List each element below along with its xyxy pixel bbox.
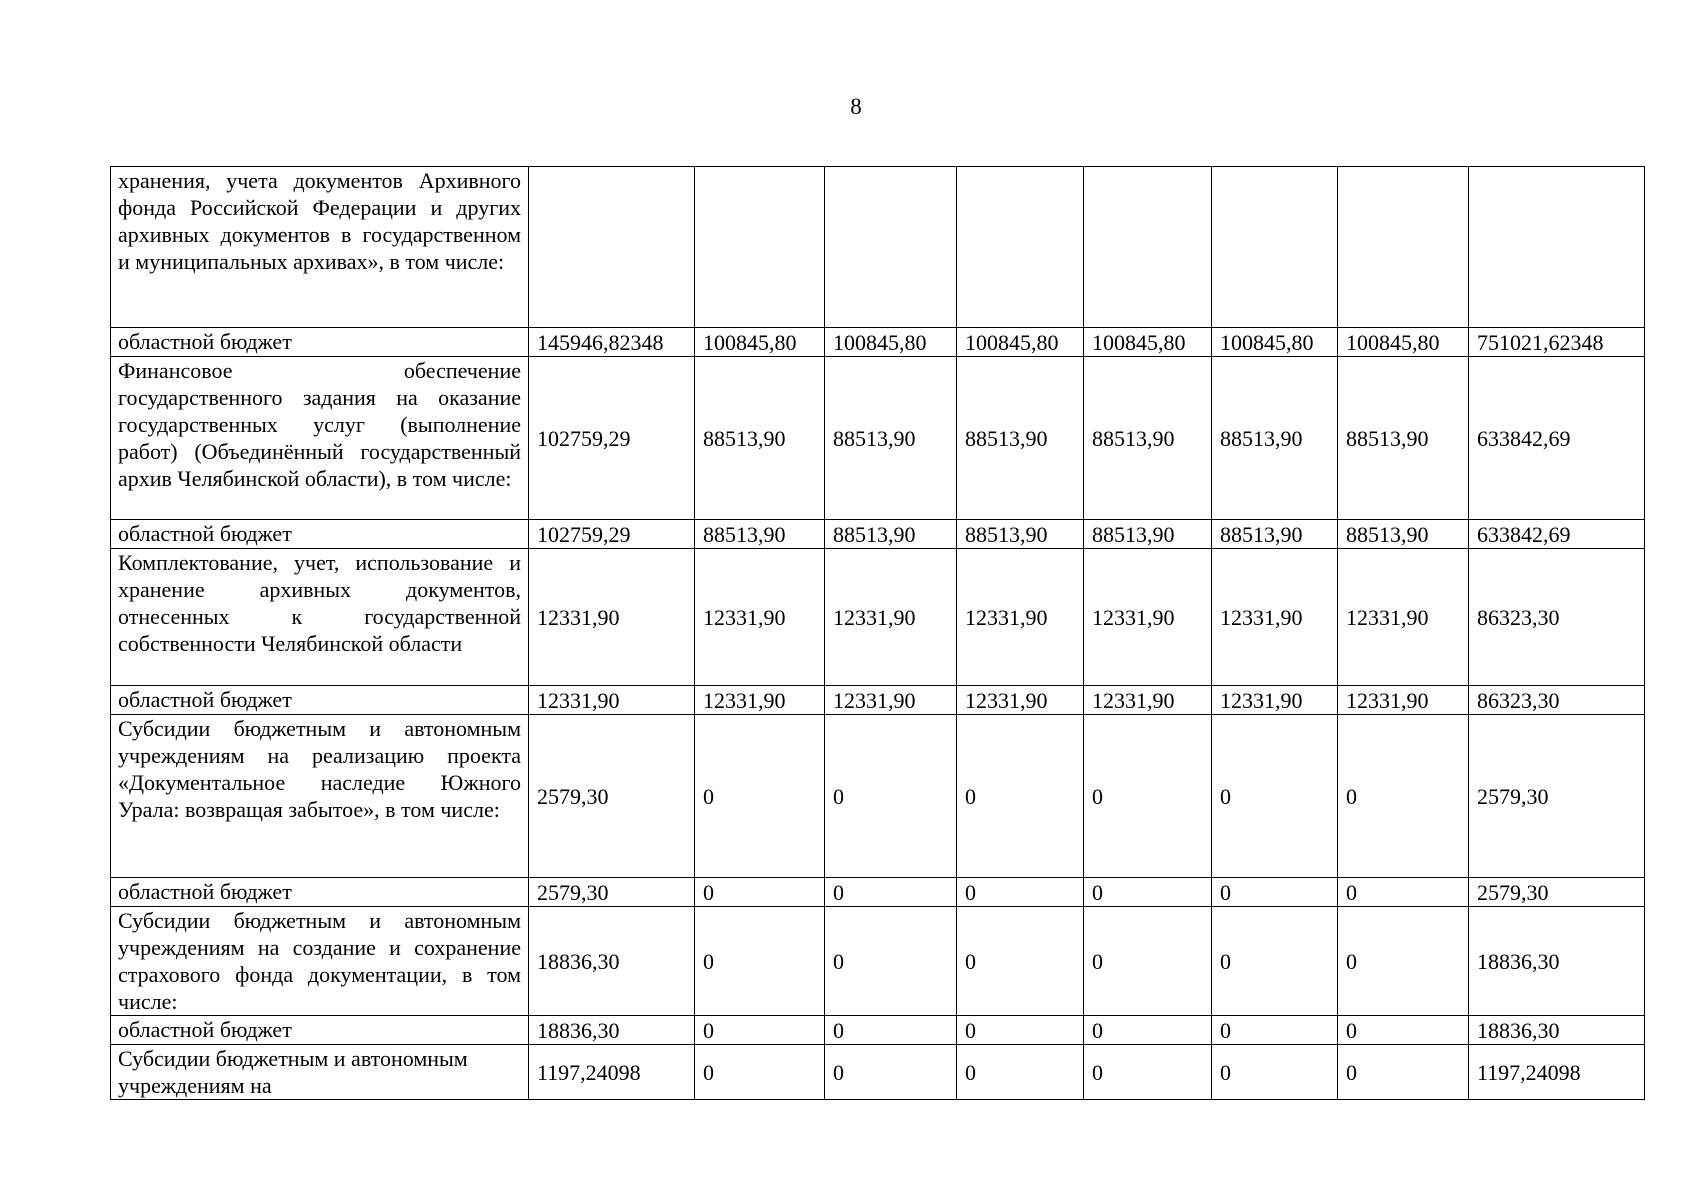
total-cell xyxy=(1469,167,1645,328)
value-cell: 100845,80 xyxy=(1084,328,1212,357)
table-row xyxy=(111,328,1645,357)
row-label: Субсидии бюджетным и автономным учреждениям на создание и сохранение страхового фонда документации, в том числе: xyxy=(111,907,529,1016)
value-cell: 88513,90 xyxy=(695,520,825,549)
value-cell: 100845,80 xyxy=(957,328,1084,357)
table-row xyxy=(111,167,1645,328)
value-cell xyxy=(825,167,957,328)
total-cell: 633842,69 xyxy=(1469,520,1645,549)
total-cell: 18836,30 xyxy=(1469,1016,1645,1045)
value-cell: 0 xyxy=(1084,907,1212,1016)
value-cell: 102759,29 xyxy=(529,520,695,549)
total-cell: 1197,24098 xyxy=(1469,1045,1645,1100)
value-cell: 0 xyxy=(695,878,825,907)
value-cell: 18836,30 xyxy=(529,907,695,1016)
page-number: 8 xyxy=(850,94,862,119)
table-row xyxy=(111,1016,1645,1045)
value-cell: 12331,90 xyxy=(957,549,1084,686)
value-cell: 145946,82348 xyxy=(529,328,695,357)
table-row xyxy=(111,1045,1645,1100)
value-cell: 0 xyxy=(695,715,825,878)
value-cell: 0 xyxy=(1212,715,1338,878)
value-cell: 88513,90 xyxy=(825,520,957,549)
value-cell: 0 xyxy=(1084,1045,1212,1100)
value-cell: 12331,90 xyxy=(825,686,957,715)
total-cell: 2579,30 xyxy=(1469,878,1645,907)
value-cell: 12331,90 xyxy=(825,549,957,686)
value-cell xyxy=(1212,167,1338,328)
value-cell: 12331,90 xyxy=(1212,686,1338,715)
value-cell xyxy=(529,167,695,328)
total-cell: 18836,30 xyxy=(1469,907,1645,1016)
total-cell: 633842,69 xyxy=(1469,357,1645,520)
value-cell: 88513,90 xyxy=(1212,357,1338,520)
value-cell: 0 xyxy=(1338,907,1469,1016)
value-cell: 2579,30 xyxy=(529,715,695,878)
value-cell: 0 xyxy=(957,878,1084,907)
table-row xyxy=(111,907,1645,1016)
value-cell: 102759,29 xyxy=(529,357,695,520)
value-cell: 12331,90 xyxy=(1338,549,1469,686)
value-cell: 12331,90 xyxy=(1212,549,1338,686)
table-row xyxy=(111,715,1645,878)
value-cell: 12331,90 xyxy=(1338,686,1469,715)
value-cell: 0 xyxy=(1338,1016,1469,1045)
value-cell: 0 xyxy=(957,1016,1084,1045)
table-row xyxy=(111,357,1645,520)
row-label: хранения, учета документов Архивного фонда Российской Федерации и других архивных документов в государственном и муниципальных архивах», в том числе: xyxy=(111,167,529,328)
row-label: областной бюджет xyxy=(111,878,529,907)
table-row xyxy=(111,686,1645,715)
value-cell xyxy=(1338,167,1469,328)
value-cell: 12331,90 xyxy=(695,686,825,715)
value-cell: 88513,90 xyxy=(1084,357,1212,520)
total-cell: 2579,30 xyxy=(1469,715,1645,878)
value-cell: 0 xyxy=(1338,878,1469,907)
value-cell: 0 xyxy=(825,1045,957,1100)
value-cell xyxy=(695,167,825,328)
value-cell: 88513,90 xyxy=(825,357,957,520)
value-cell xyxy=(1084,167,1212,328)
value-cell: 0 xyxy=(1212,1045,1338,1100)
value-cell: 0 xyxy=(1084,878,1212,907)
value-cell: 12331,90 xyxy=(529,549,695,686)
value-cell: 0 xyxy=(825,1016,957,1045)
value-cell: 88513,90 xyxy=(1338,520,1469,549)
table-row xyxy=(111,549,1645,686)
row-label: областной бюджет xyxy=(111,686,529,715)
value-cell: 0 xyxy=(957,1045,1084,1100)
value-cell: 100845,80 xyxy=(1212,328,1338,357)
value-cell: 0 xyxy=(957,907,1084,1016)
budget-table xyxy=(110,166,1645,1100)
value-cell: 100845,80 xyxy=(695,328,825,357)
value-cell: 0 xyxy=(695,907,825,1016)
value-cell: 0 xyxy=(1212,878,1338,907)
value-cell: 2579,30 xyxy=(529,878,695,907)
value-cell: 0 xyxy=(825,715,957,878)
row-label: областной бюджет xyxy=(111,520,529,549)
value-cell: 0 xyxy=(1338,715,1469,878)
total-cell: 751021,62348 xyxy=(1469,328,1645,357)
value-cell: 88513,90 xyxy=(1084,520,1212,549)
value-cell: 88513,90 xyxy=(1338,357,1469,520)
table-row xyxy=(111,520,1645,549)
row-label: Субсидии бюджетным и автономным учреждениям на реализацию проекта «Документальное наследие Южного Урала: возвращая забытое», в том числе: xyxy=(111,715,529,878)
value-cell: 12331,90 xyxy=(529,686,695,715)
value-cell: 12331,90 xyxy=(1084,686,1212,715)
value-cell: 100845,80 xyxy=(1338,328,1469,357)
value-cell: 18836,30 xyxy=(529,1016,695,1045)
value-cell: 0 xyxy=(1212,1016,1338,1045)
row-label: областной бюджет xyxy=(111,1016,529,1045)
value-cell: 88513,90 xyxy=(957,357,1084,520)
value-cell: 0 xyxy=(1084,1016,1212,1045)
value-cell: 88513,90 xyxy=(695,357,825,520)
value-cell: 0 xyxy=(825,878,957,907)
value-cell: 0 xyxy=(1338,1045,1469,1100)
value-cell: 12331,90 xyxy=(1084,549,1212,686)
value-cell: 100845,80 xyxy=(825,328,957,357)
value-cell: 1197,24098 xyxy=(529,1045,695,1100)
value-cell: 0 xyxy=(1212,907,1338,1016)
value-cell: 0 xyxy=(695,1016,825,1045)
value-cell: 12331,90 xyxy=(695,549,825,686)
row-label: Финансовое обеспечение государственного задания на оказание государственных услуг (выполнение работ) (Объединённый государственный архив Челябинской области), в том числе: xyxy=(111,357,529,520)
value-cell: 88513,90 xyxy=(1212,520,1338,549)
row-label: Субсидии бюджетным и автономным учреждениям на xyxy=(111,1045,529,1100)
value-cell: 0 xyxy=(825,907,957,1016)
total-cell: 86323,30 xyxy=(1469,686,1645,715)
total-cell: 86323,30 xyxy=(1469,549,1645,686)
value-cell: 0 xyxy=(695,1045,825,1100)
value-cell: 0 xyxy=(1084,715,1212,878)
row-label: областной бюджет xyxy=(111,328,529,357)
value-cell: 88513,90 xyxy=(957,520,1084,549)
value-cell xyxy=(957,167,1084,328)
value-cell: 12331,90 xyxy=(957,686,1084,715)
row-label: Комплектование, учет, использование и хранение архивных документов, отнесенных к государственной собственности Челябинской области xyxy=(111,549,529,686)
value-cell: 0 xyxy=(957,715,1084,878)
table-row xyxy=(111,878,1645,907)
